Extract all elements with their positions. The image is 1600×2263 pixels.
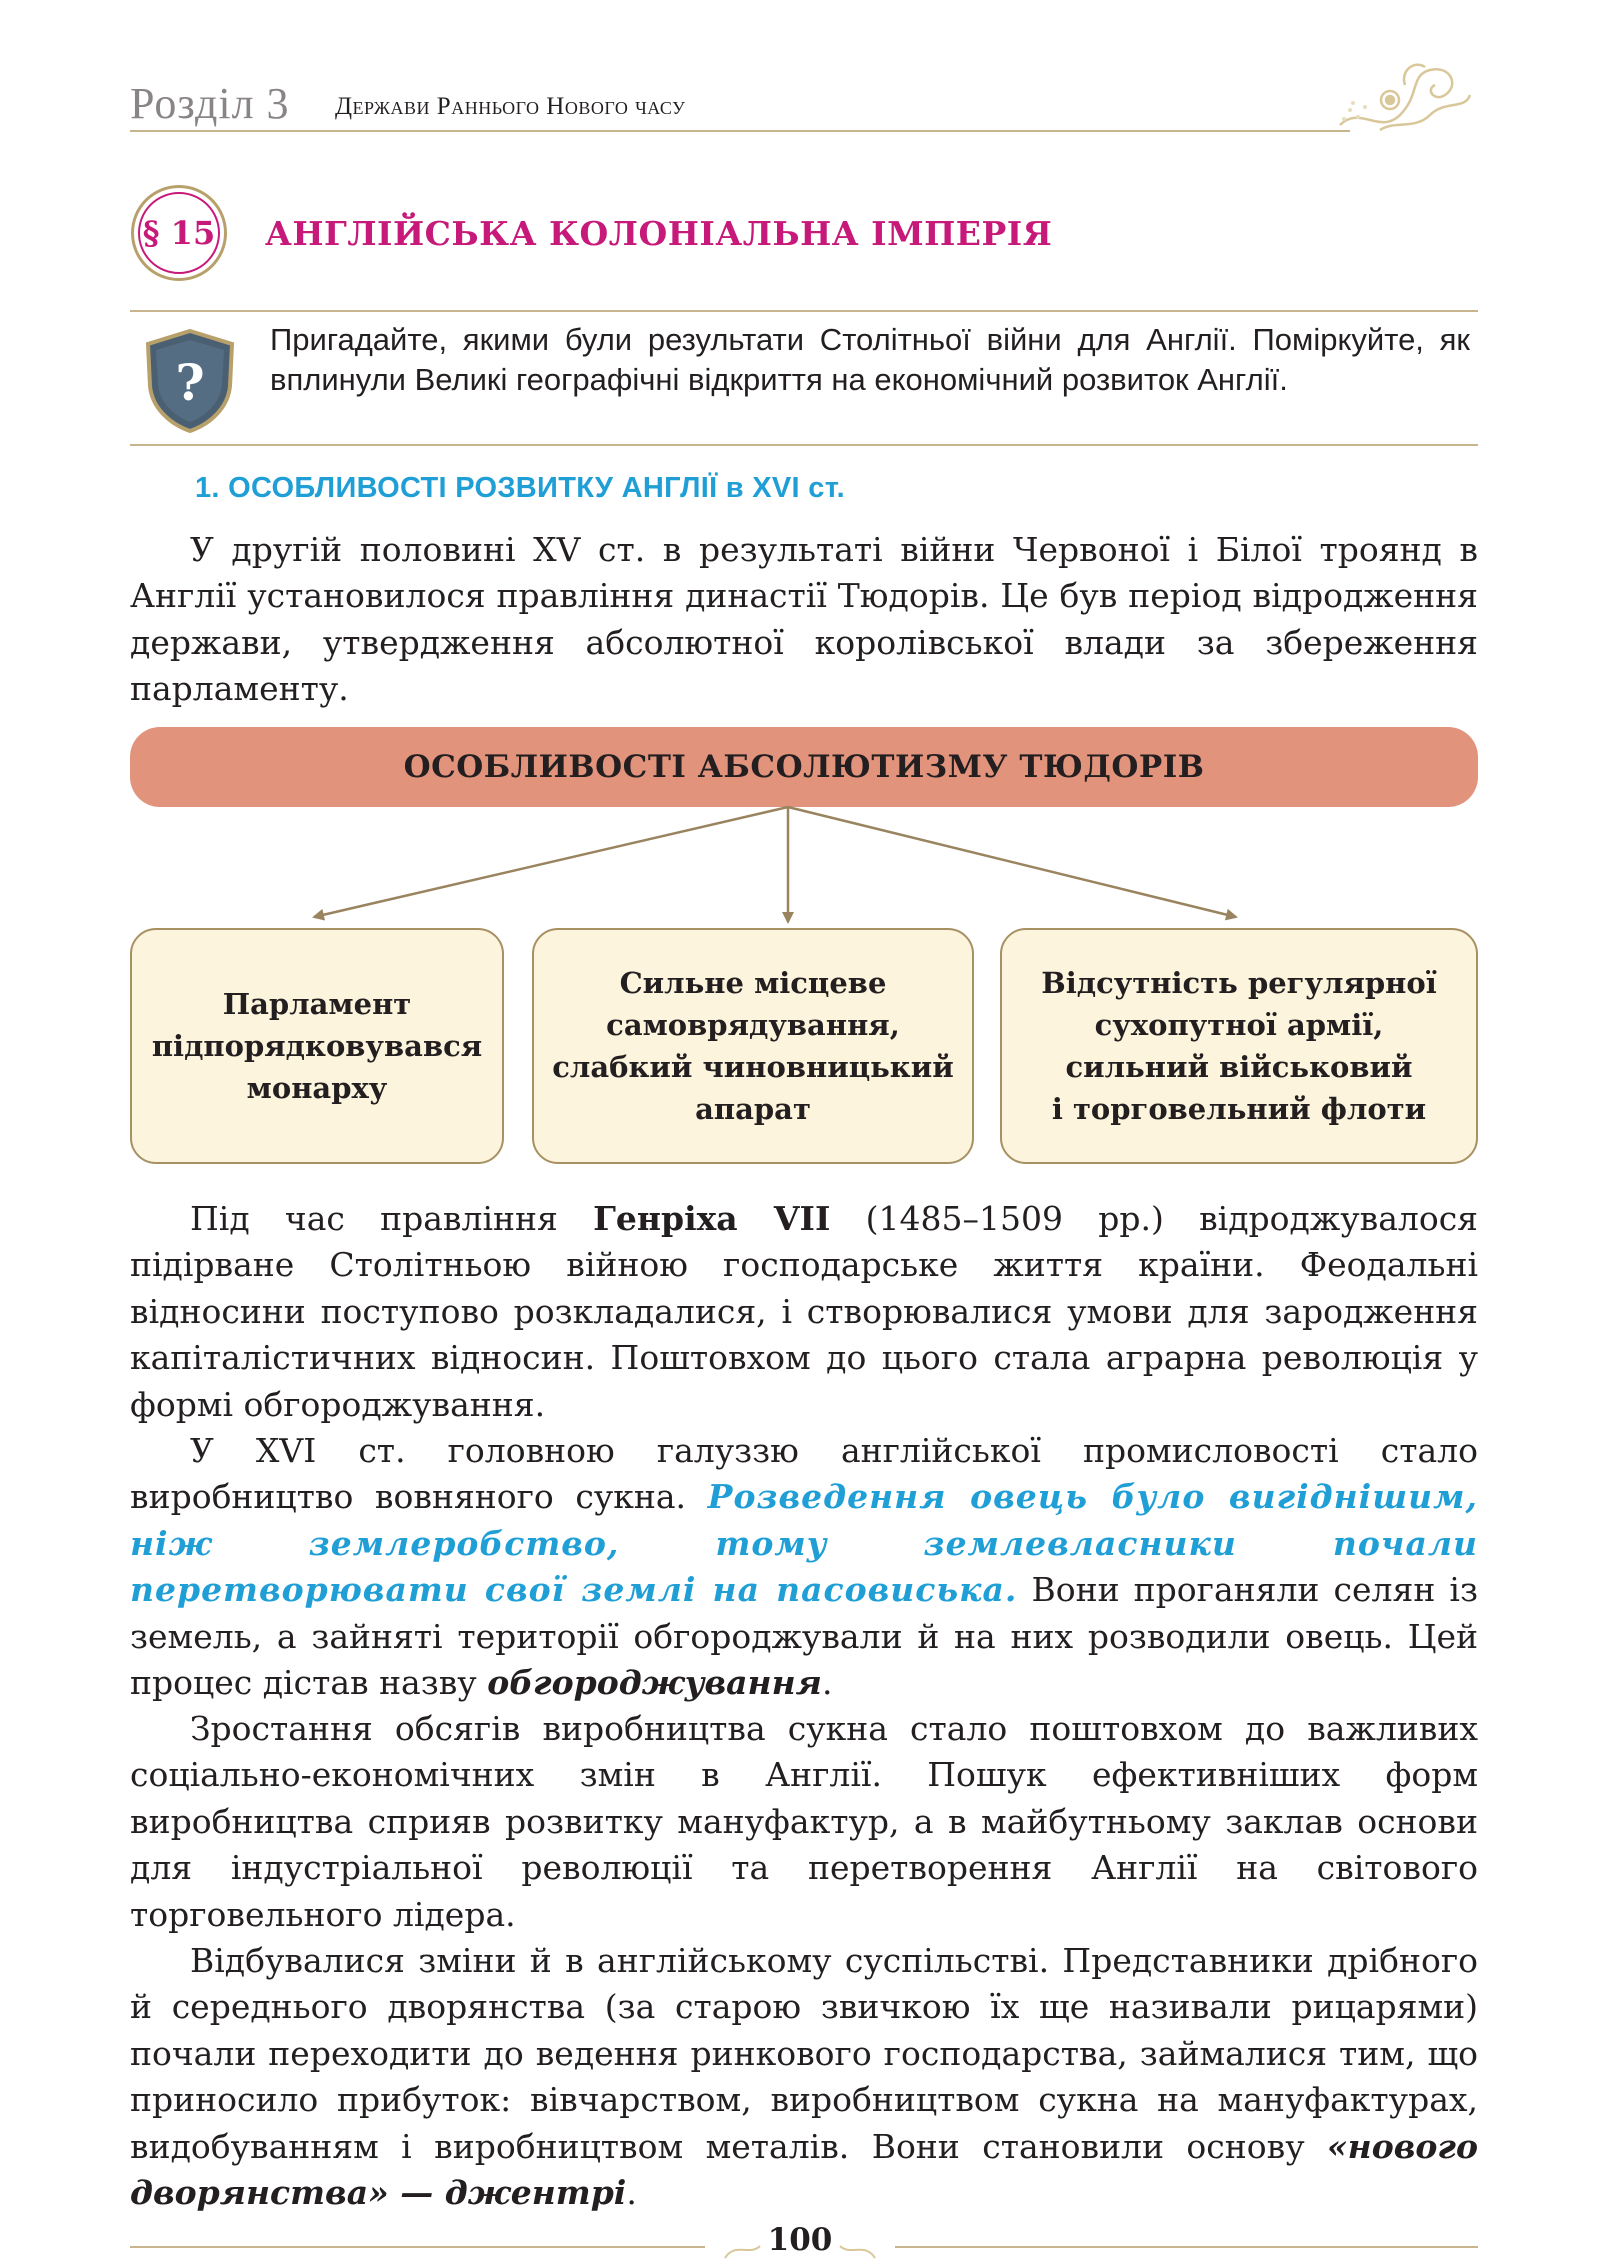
- diagram-box-label: Сильне місцеве самоврядування, слабкий чиновницький апарат: [552, 966, 954, 1126]
- highlighted-statement: Розведення овець було вигіднішим, ніж землеробство, тому землевласники почали перетворювати свої землі на пасовиська.: [130, 1477, 1478, 1610]
- section-label: Розділ 3: [130, 79, 290, 128]
- diagram-box-label: Парламент підпорядковувався монарху: [151, 987, 483, 1105]
- diagram-box-self-government: [532, 928, 974, 1164]
- paragraph-number: § 15: [142, 214, 216, 252]
- paragraph-gentry: Відбувалися зміни й в англійському суспільстві. Представники дрібного й середнього дворянства (за старою звичкою їх ще називали рицарями) почали переходити до ведення ринкового господарства, займалися тим, що приносило прибуток: вівчарством, виробництвом сукна на мануфактурах, видобуванням і виробництвом металів. Вони становили основу «нового дворянства» — джентрі.: [130, 1941, 1478, 2213]
- paragraph-wool: У XVI ст. головною галуззю англійської промисловості стало виробництво вовняного сукна. Розведення овець було вигіднішим, ніж землеробство, тому землевласники почали перетворювати свої землі на пасовиська. Вони проганяли селян із земель, а зайняті території обгороджували й на них розводили овець. Цей процес дістав назву обгороджування.: [130, 1431, 1478, 1703]
- running-header: [130, 78, 1470, 130]
- section-title: Держави Раннього Нового часу: [335, 93, 686, 120]
- paragraph-badge: [131, 185, 227, 281]
- question-shield-icon: [142, 328, 238, 434]
- paragraph-title: АНГЛІЙСЬКА КОЛОНІАЛЬНА ІМПЕРІЯ: [265, 214, 1053, 253]
- paragraph-henry: Під час правління Генріха VII (1485–1509 рр.) відроджувалося підірване Столітньою війною господарське життя країни. Феодальні відносини поступово розкладалися, і створювалися умови для зародження капіталістичних відносин. Поштовхом до цього стала аграрна революція у формі обгороджування.: [130, 1199, 1478, 1424]
- recall-top-rule: [130, 310, 1478, 312]
- recall-bottom-rule: [130, 444, 1478, 446]
- footer-rule-right: [895, 2246, 1478, 2248]
- diagram-banner: [130, 727, 1478, 807]
- diagram-box-army-fleet: [1000, 928, 1478, 1164]
- subsection-heading: 1. ОСОБЛИВОСТІ РОЗВИТКУ АНГЛІЇ в XVI ст.: [195, 472, 846, 504]
- diagram-box-label: Відсутність регулярної сухопутної армії, сильний військовий і торговельний флоти: [1041, 966, 1437, 1126]
- term-gentry: «нового дворянства» — джентрі: [130, 2126, 1478, 2213]
- henry-name: Генріха VII: [593, 1199, 831, 1238]
- footer-rule-left: [130, 2246, 705, 2248]
- diagram-title: ОСОБЛИВОСТІ АБСОЛЮТИЗМУ ТЮДОРІВ: [403, 749, 1205, 785]
- intro-paragraph: У другій половині XV ст. в результаті війни Червоної і Білої троянд в Англії установилося правління династії Тюдорів. Це був період відродження держави, утвердження абсолютної королівської влади за збереження парламенту.: [130, 530, 1478, 709]
- floral-ornament-icon: [1320, 45, 1480, 150]
- diagram-box-parliament: [130, 928, 504, 1164]
- svg-text:?: ?: [175, 353, 205, 412]
- recall-text: Пригадайте, якими були результати Столітньої війни для Англії. Поміркуйте, як вплинули Великі географічні відкриття на економічний розвиток Англії.: [270, 322, 1470, 397]
- paragraph-cloth: Зростання обсягів виробництва сукна стало поштовхом до важливих соціально-економічних змін в Англії. Пошук ефективніших форм виробництва сприяв розвитку мануфактур, а в майбутньому заклав основи для індустріальної революції та перетворення Англії на світового торговельного лідера.: [130, 1709, 1478, 1934]
- page-number: 100: [767, 2222, 833, 2258]
- term-enclosure: обгороджування: [487, 1663, 822, 1703]
- header-rule: [130, 130, 1350, 132]
